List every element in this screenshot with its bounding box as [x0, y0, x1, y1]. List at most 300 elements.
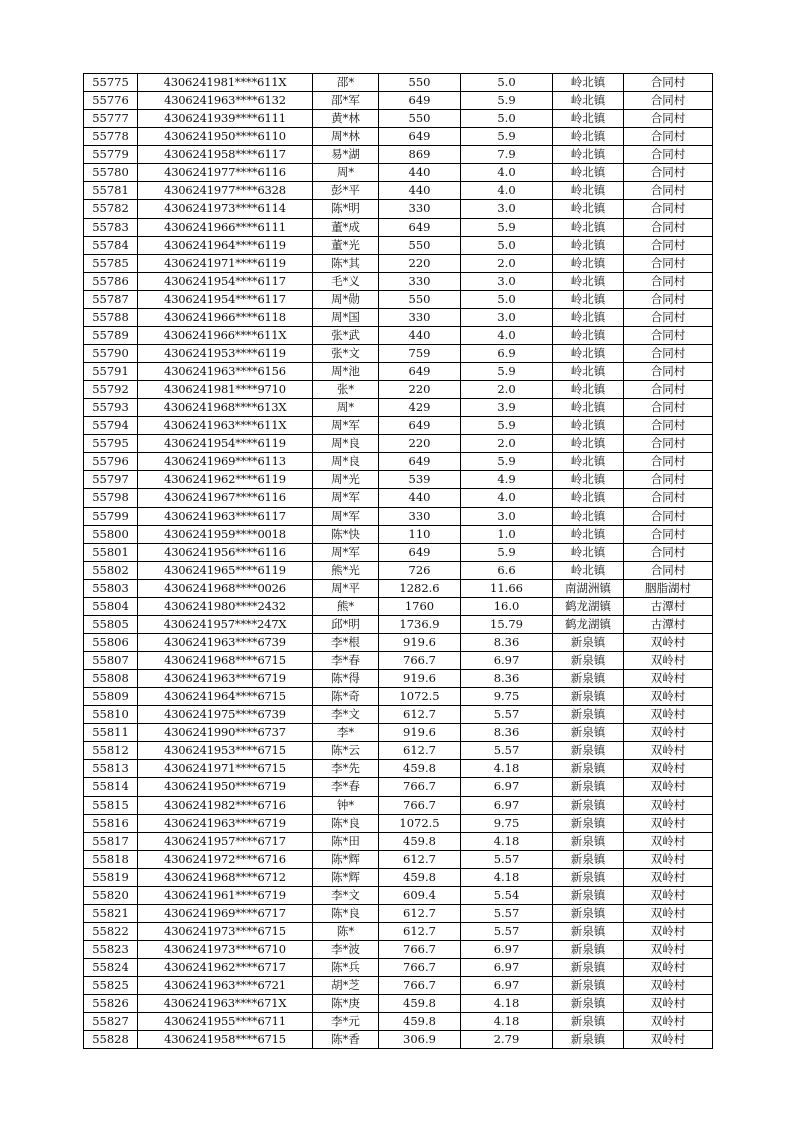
cell-village: 合同村 — [624, 525, 713, 543]
cell-village: 古潭村 — [624, 597, 713, 615]
cell-name: 李*文 — [313, 886, 379, 904]
table-row — [84, 688, 713, 706]
cell-village: 双岭村 — [624, 652, 713, 670]
cell-name: 邵* — [313, 74, 379, 92]
table-row — [84, 706, 713, 724]
cell-village: 双岭村 — [624, 868, 713, 886]
cell-id-number: 4306241971****6119 — [138, 254, 313, 272]
cell-village: 合同村 — [624, 561, 713, 579]
cell-id-number: 4306241962****6717 — [138, 959, 313, 977]
cell-area: 4.9 — [461, 471, 553, 489]
cell-amount: 110 — [379, 525, 461, 543]
table-row — [84, 254, 713, 272]
cell-area: 8.36 — [461, 670, 553, 688]
cell-id-number: 4306241963****611X — [138, 417, 313, 435]
cell-seq: 55784 — [84, 236, 138, 254]
cell-village: 古潭村 — [624, 615, 713, 633]
cell-id-number: 4306241950****6110 — [138, 128, 313, 146]
cell-id-number: 4306241950****6719 — [138, 778, 313, 796]
cell-town: 新泉镇 — [553, 778, 624, 796]
cell-town: 岭北镇 — [553, 543, 624, 561]
cell-town: 岭北镇 — [553, 525, 624, 543]
cell-seq: 55776 — [84, 92, 138, 110]
cell-name: 周*光 — [313, 471, 379, 489]
cell-seq: 55793 — [84, 399, 138, 417]
cell-town: 新泉镇 — [553, 706, 624, 724]
cell-area: 11.66 — [461, 579, 553, 597]
cell-village: 双岭村 — [624, 904, 713, 922]
cell-name: 陈*云 — [313, 742, 379, 760]
cell-name: 陈*兵 — [313, 959, 379, 977]
cell-id-number: 4306241963****6719 — [138, 670, 313, 688]
cell-village: 合同村 — [624, 417, 713, 435]
cell-village: 合同村 — [624, 146, 713, 164]
cell-id-number: 4306241966****6111 — [138, 218, 313, 236]
cell-town: 岭北镇 — [553, 471, 624, 489]
cell-village: 合同村 — [624, 471, 713, 489]
cell-seq: 55785 — [84, 254, 138, 272]
table-row — [84, 489, 713, 507]
cell-seq: 55810 — [84, 706, 138, 724]
cell-name: 李*先 — [313, 760, 379, 778]
cell-amount: 330 — [379, 507, 461, 525]
cell-town: 南湖洲镇 — [553, 579, 624, 597]
cell-name: 陈*香 — [313, 1031, 379, 1049]
cell-id-number: 4306241954****6117 — [138, 272, 313, 290]
cell-village: 双岭村 — [624, 778, 713, 796]
cell-amount: 612.7 — [379, 904, 461, 922]
cell-area: 6.97 — [461, 977, 553, 995]
cell-town: 岭北镇 — [553, 308, 624, 326]
cell-seq: 55782 — [84, 200, 138, 218]
cell-area: 5.9 — [461, 363, 553, 381]
table-row — [84, 796, 713, 814]
cell-amount: 306.9 — [379, 1031, 461, 1049]
cell-area: 3.0 — [461, 272, 553, 290]
cell-town: 新泉镇 — [553, 724, 624, 742]
cell-seq: 55780 — [84, 164, 138, 182]
table-row — [84, 832, 713, 850]
cell-amount: 649 — [379, 417, 461, 435]
cell-amount: 440 — [379, 489, 461, 507]
cell-name: 易*湖 — [313, 146, 379, 164]
cell-id-number: 4306241973****6715 — [138, 922, 313, 940]
records-table-body — [84, 74, 713, 1049]
cell-village: 合同村 — [624, 507, 713, 525]
cell-town: 岭北镇 — [553, 74, 624, 92]
cell-seq: 55814 — [84, 778, 138, 796]
cell-town: 新泉镇 — [553, 1013, 624, 1031]
table-row — [84, 164, 713, 182]
cell-area: 5.0 — [461, 110, 553, 128]
cell-name: 周*良 — [313, 435, 379, 453]
cell-id-number: 4306241981****9710 — [138, 381, 313, 399]
cell-area: 5.57 — [461, 706, 553, 724]
cell-name: 周*平 — [313, 579, 379, 597]
cell-area: 5.54 — [461, 886, 553, 904]
cell-id-number: 4306241964****6715 — [138, 688, 313, 706]
cell-seq: 55792 — [84, 381, 138, 399]
cell-village: 合同村 — [624, 254, 713, 272]
cell-village: 合同村 — [624, 326, 713, 344]
cell-name: 周*池 — [313, 363, 379, 381]
cell-town: 新泉镇 — [553, 995, 624, 1013]
cell-name: 周* — [313, 399, 379, 417]
cell-village: 双岭村 — [624, 1031, 713, 1049]
cell-amount: 550 — [379, 236, 461, 254]
cell-name: 邱*明 — [313, 615, 379, 633]
cell-seq: 55821 — [84, 904, 138, 922]
cell-area: 2.79 — [461, 1031, 553, 1049]
table-row — [84, 724, 713, 742]
cell-name: 李*波 — [313, 941, 379, 959]
table-row — [84, 92, 713, 110]
cell-name: 张*武 — [313, 326, 379, 344]
cell-seq: 55790 — [84, 344, 138, 362]
cell-village: 合同村 — [624, 128, 713, 146]
cell-town: 新泉镇 — [553, 633, 624, 651]
cell-seq: 55806 — [84, 633, 138, 651]
cell-village: 双岭村 — [624, 850, 713, 868]
cell-id-number: 4306241973****6710 — [138, 941, 313, 959]
cell-area: 5.9 — [461, 417, 553, 435]
cell-area: 4.18 — [461, 832, 553, 850]
cell-amount: 459.8 — [379, 1013, 461, 1031]
cell-village: 双岭村 — [624, 670, 713, 688]
cell-area: 5.0 — [461, 74, 553, 92]
cell-name: 周*国 — [313, 308, 379, 326]
cell-name: 周*勋 — [313, 290, 379, 308]
cell-id-number: 4306241972****6716 — [138, 850, 313, 868]
cell-amount: 612.7 — [379, 742, 461, 760]
cell-amount: 766.7 — [379, 959, 461, 977]
cell-seq: 55795 — [84, 435, 138, 453]
table-row — [84, 110, 713, 128]
cell-amount: 330 — [379, 308, 461, 326]
cell-area: 2.0 — [461, 254, 553, 272]
cell-name: 周*林 — [313, 128, 379, 146]
cell-area: 8.36 — [461, 633, 553, 651]
cell-seq: 55775 — [84, 74, 138, 92]
cell-id-number: 4306241980****2432 — [138, 597, 313, 615]
cell-amount: 759 — [379, 344, 461, 362]
cell-id-number: 4306241969****6113 — [138, 453, 313, 471]
cell-name: 陈*庚 — [313, 995, 379, 1013]
cell-amount: 766.7 — [379, 796, 461, 814]
table-row — [84, 995, 713, 1013]
cell-village: 合同村 — [624, 74, 713, 92]
cell-town: 岭北镇 — [553, 344, 624, 362]
cell-id-number: 4306241963****6117 — [138, 507, 313, 525]
cell-name: 李* — [313, 724, 379, 742]
cell-name: 邵*军 — [313, 92, 379, 110]
cell-seq: 55788 — [84, 308, 138, 326]
cell-town: 岭北镇 — [553, 254, 624, 272]
cell-town: 岭北镇 — [553, 453, 624, 471]
cell-name: 张*文 — [313, 344, 379, 362]
table-row — [84, 959, 713, 977]
cell-seq: 55798 — [84, 489, 138, 507]
cell-area: 1.0 — [461, 525, 553, 543]
cell-id-number: 4306241968****613X — [138, 399, 313, 417]
cell-id-number: 4306241959****0018 — [138, 525, 313, 543]
cell-area: 4.0 — [461, 164, 553, 182]
cell-id-number: 4306241958****6715 — [138, 1031, 313, 1049]
cell-area: 15.79 — [461, 615, 553, 633]
cell-amount: 459.8 — [379, 832, 461, 850]
cell-town: 岭北镇 — [553, 290, 624, 308]
cell-area: 3.9 — [461, 399, 553, 417]
cell-seq: 55802 — [84, 561, 138, 579]
cell-town: 新泉镇 — [553, 742, 624, 760]
cell-amount: 919.6 — [379, 670, 461, 688]
cell-village: 双岭村 — [624, 688, 713, 706]
cell-amount: 766.7 — [379, 977, 461, 995]
cell-area: 5.57 — [461, 850, 553, 868]
cell-amount: 649 — [379, 453, 461, 471]
cell-seq: 55777 — [84, 110, 138, 128]
cell-village: 合同村 — [624, 363, 713, 381]
cell-town: 新泉镇 — [553, 760, 624, 778]
cell-area: 6.97 — [461, 652, 553, 670]
cell-amount: 1736.9 — [379, 615, 461, 633]
cell-area: 3.0 — [461, 507, 553, 525]
table-row — [84, 597, 713, 615]
cell-amount: 330 — [379, 272, 461, 290]
table-row — [84, 760, 713, 778]
cell-name: 周*良 — [313, 453, 379, 471]
table-row — [84, 652, 713, 670]
cell-seq: 55828 — [84, 1031, 138, 1049]
table-row — [84, 904, 713, 922]
cell-village: 双岭村 — [624, 814, 713, 832]
cell-village: 合同村 — [624, 344, 713, 362]
cell-id-number: 4306241968****0026 — [138, 579, 313, 597]
cell-town: 岭北镇 — [553, 507, 624, 525]
cell-area: 2.0 — [461, 381, 553, 399]
cell-amount: 649 — [379, 363, 461, 381]
cell-town: 新泉镇 — [553, 941, 624, 959]
table-row — [84, 742, 713, 760]
cell-town: 岭北镇 — [553, 435, 624, 453]
table-row — [84, 977, 713, 995]
cell-area: 4.18 — [461, 995, 553, 1013]
cell-village: 合同村 — [624, 399, 713, 417]
cell-town: 新泉镇 — [553, 850, 624, 868]
cell-name: 董*光 — [313, 236, 379, 254]
table-row — [84, 868, 713, 886]
cell-name: 陈*得 — [313, 670, 379, 688]
cell-seq: 55808 — [84, 670, 138, 688]
cell-seq: 55804 — [84, 597, 138, 615]
cell-id-number: 4306241968****6715 — [138, 652, 313, 670]
cell-village: 双岭村 — [624, 832, 713, 850]
table-row — [84, 561, 713, 579]
table-row — [84, 1031, 713, 1049]
cell-id-number: 4306241963****6132 — [138, 92, 313, 110]
cell-amount: 919.6 — [379, 724, 461, 742]
cell-seq: 55787 — [84, 290, 138, 308]
cell-id-number: 4306241956****6116 — [138, 543, 313, 561]
cell-amount: 220 — [379, 381, 461, 399]
table-row — [84, 850, 713, 868]
cell-seq: 55807 — [84, 652, 138, 670]
cell-id-number: 4306241957****6717 — [138, 832, 313, 850]
cell-amount: 550 — [379, 290, 461, 308]
cell-village: 合同村 — [624, 290, 713, 308]
cell-id-number: 4306241967****6116 — [138, 489, 313, 507]
cell-id-number: 4306241955****6711 — [138, 1013, 313, 1031]
cell-name: 陈*辉 — [313, 868, 379, 886]
cell-amount: 220 — [379, 254, 461, 272]
cell-id-number: 4306241977****6116 — [138, 164, 313, 182]
cell-name: 毛*义 — [313, 272, 379, 290]
cell-area: 9.75 — [461, 814, 553, 832]
cell-town: 新泉镇 — [553, 832, 624, 850]
cell-name: 陈*奇 — [313, 688, 379, 706]
cell-amount: 649 — [379, 128, 461, 146]
cell-town: 岭北镇 — [553, 272, 624, 290]
cell-name: 周*军 — [313, 417, 379, 435]
cell-town: 岭北镇 — [553, 326, 624, 344]
cell-seq: 55823 — [84, 941, 138, 959]
table-row — [84, 344, 713, 362]
cell-amount: 459.8 — [379, 868, 461, 886]
cell-amount: 1282.6 — [379, 579, 461, 597]
cell-id-number: 4306241965****6119 — [138, 561, 313, 579]
cell-area: 5.0 — [461, 236, 553, 254]
table-row — [84, 182, 713, 200]
cell-amount: 726 — [379, 561, 461, 579]
cell-name: 李*文 — [313, 706, 379, 724]
cell-seq: 55801 — [84, 543, 138, 561]
cell-id-number: 4306241963****671X — [138, 995, 313, 1013]
table-row — [84, 381, 713, 399]
cell-amount: 429 — [379, 399, 461, 417]
cell-village: 合同村 — [624, 435, 713, 453]
cell-seq: 55826 — [84, 995, 138, 1013]
cell-village: 合同村 — [624, 110, 713, 128]
cell-name: 彭*平 — [313, 182, 379, 200]
cell-amount: 649 — [379, 543, 461, 561]
cell-area: 5.9 — [461, 128, 553, 146]
cell-seq: 55812 — [84, 742, 138, 760]
cell-seq: 55820 — [84, 886, 138, 904]
cell-seq: 55805 — [84, 615, 138, 633]
table-row — [84, 615, 713, 633]
table-row — [84, 272, 713, 290]
table-row — [84, 417, 713, 435]
cell-village: 合同村 — [624, 308, 713, 326]
cell-id-number: 4306241953****6715 — [138, 742, 313, 760]
table-row — [84, 200, 713, 218]
cell-name: 李*根 — [313, 633, 379, 651]
cell-town: 新泉镇 — [553, 652, 624, 670]
table-row — [84, 399, 713, 417]
cell-town: 新泉镇 — [553, 796, 624, 814]
cell-village: 合同村 — [624, 218, 713, 236]
cell-area: 6.97 — [461, 796, 553, 814]
cell-area: 7.9 — [461, 146, 553, 164]
cell-village: 双岭村 — [624, 977, 713, 995]
cell-village: 双岭村 — [624, 995, 713, 1013]
cell-seq: 55827 — [84, 1013, 138, 1031]
cell-name: 周* — [313, 164, 379, 182]
cell-amount: 440 — [379, 182, 461, 200]
table-row — [84, 326, 713, 344]
table-row — [84, 363, 713, 381]
cell-village: 双岭村 — [624, 633, 713, 651]
cell-id-number: 4306241982****6716 — [138, 796, 313, 814]
cell-village: 双岭村 — [624, 1013, 713, 1031]
cell-area: 5.9 — [461, 218, 553, 236]
cell-seq: 55803 — [84, 579, 138, 597]
cell-amount: 649 — [379, 92, 461, 110]
cell-town: 岭北镇 — [553, 200, 624, 218]
cell-area: 5.9 — [461, 453, 553, 471]
cell-name: 陈*辉 — [313, 850, 379, 868]
cell-area: 4.18 — [461, 1013, 553, 1031]
cell-amount: 766.7 — [379, 778, 461, 796]
table-row — [84, 941, 713, 959]
cell-name: 熊* — [313, 597, 379, 615]
cell-seq: 55811 — [84, 724, 138, 742]
table-row — [84, 435, 713, 453]
cell-seq: 55824 — [84, 959, 138, 977]
cell-amount: 612.7 — [379, 850, 461, 868]
cell-amount: 766.7 — [379, 941, 461, 959]
cell-area: 3.0 — [461, 200, 553, 218]
cell-id-number: 4306241990****6737 — [138, 724, 313, 742]
table-row — [84, 778, 713, 796]
cell-id-number: 4306241958****6117 — [138, 146, 313, 164]
cell-village: 合同村 — [624, 92, 713, 110]
cell-amount: 539 — [379, 471, 461, 489]
table-row — [84, 308, 713, 326]
cell-town: 新泉镇 — [553, 814, 624, 832]
cell-seq: 55819 — [84, 868, 138, 886]
cell-amount: 220 — [379, 435, 461, 453]
cell-name: 熊*光 — [313, 561, 379, 579]
cell-amount: 459.8 — [379, 760, 461, 778]
cell-amount: 550 — [379, 74, 461, 92]
cell-amount: 1072.5 — [379, 814, 461, 832]
cell-amount: 1072.5 — [379, 688, 461, 706]
cell-id-number: 4306241975****6739 — [138, 706, 313, 724]
table-row — [84, 1013, 713, 1031]
cell-village: 双岭村 — [624, 796, 713, 814]
cell-town: 新泉镇 — [553, 688, 624, 706]
table-row — [84, 236, 713, 254]
cell-town: 岭北镇 — [553, 146, 624, 164]
cell-town: 岭北镇 — [553, 164, 624, 182]
cell-name: 李*春 — [313, 652, 379, 670]
cell-seq: 55778 — [84, 128, 138, 146]
cell-town: 新泉镇 — [553, 1031, 624, 1049]
table-row — [84, 814, 713, 832]
cell-id-number: 4306241977****6328 — [138, 182, 313, 200]
cell-area: 8.36 — [461, 724, 553, 742]
cell-name: 陈*良 — [313, 814, 379, 832]
cell-village: 双岭村 — [624, 706, 713, 724]
cell-name: 周*军 — [313, 543, 379, 561]
table-row — [84, 633, 713, 651]
cell-seq: 55800 — [84, 525, 138, 543]
cell-name: 陈*良 — [313, 904, 379, 922]
cell-area: 2.0 — [461, 435, 553, 453]
cell-area: 3.0 — [461, 308, 553, 326]
cell-village: 胭脂湖村 — [624, 579, 713, 597]
